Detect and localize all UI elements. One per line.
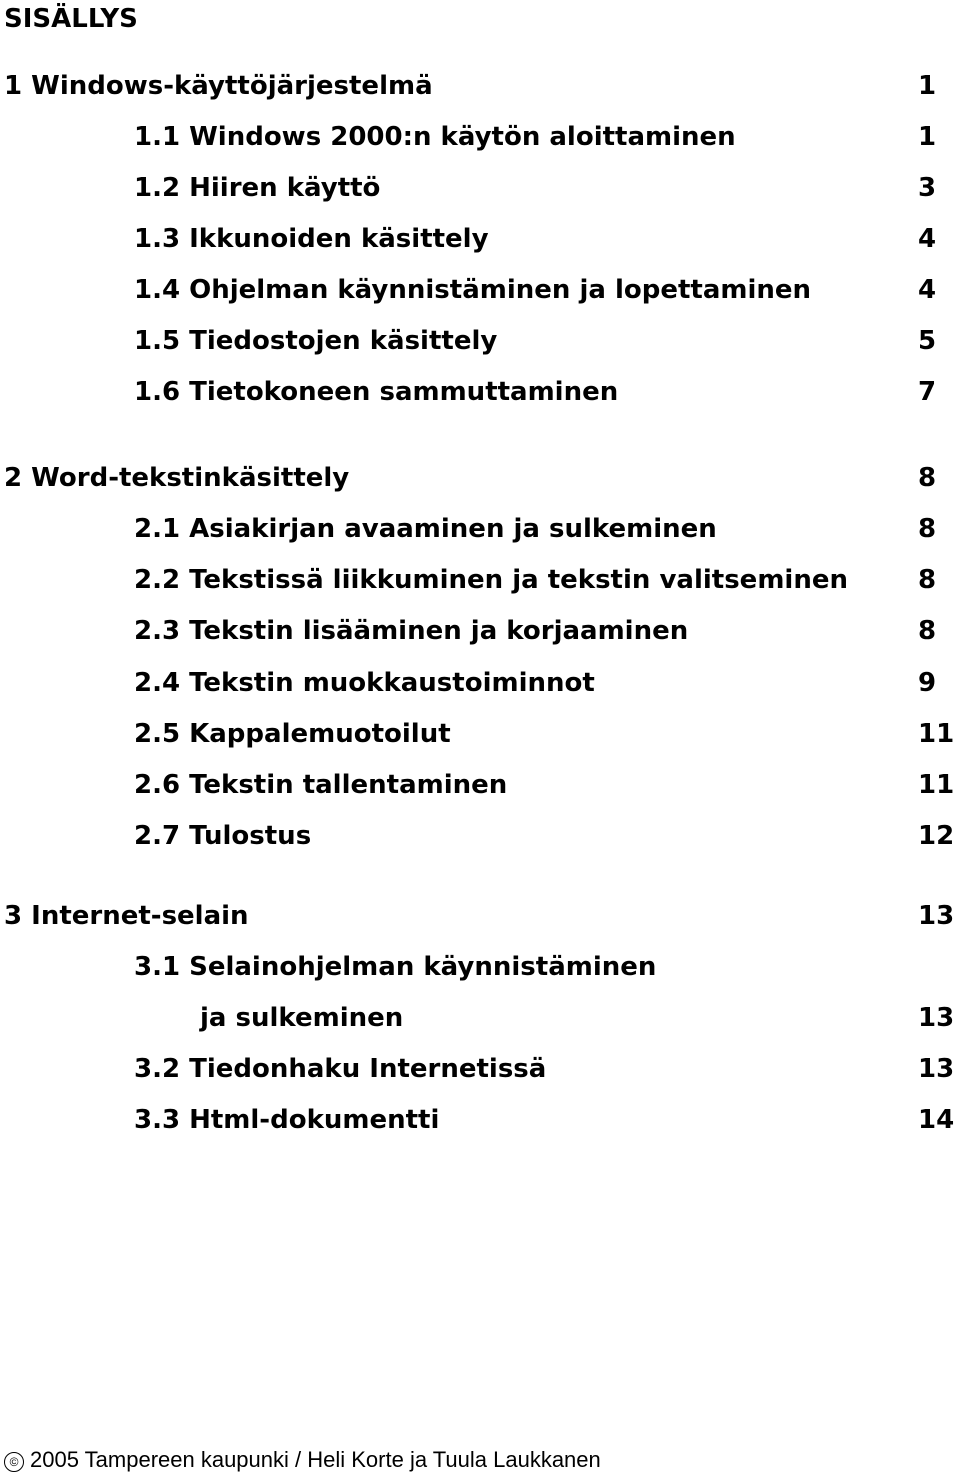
footer (4, 1446, 601, 1474)
toc-entry-text: 2.1 Asiakirjan avaaminen ja sulkeminen (134, 514, 717, 544)
toc-entry-text: ja sulkeminen (200, 1003, 404, 1033)
toc-entry-page: 13 (918, 901, 955, 931)
toc-entry-text: 3 Internet-selain (4, 901, 249, 931)
toc-entry-text: 2.3 Tekstin lisääminen ja korjaaminen (134, 616, 689, 646)
toc-entry-page: 1 (918, 71, 937, 101)
toc-entry-page: 5 (918, 326, 937, 356)
toc-entry-page: 9 (918, 668, 937, 698)
toc-entry-text: 1.3 Ikkunoiden käsittely (134, 224, 489, 254)
toc-entry-text: 2.2 Tekstissä liikkuminen ja tekstin valitseminen (134, 565, 848, 595)
toc-entry-page: 13 (918, 1054, 955, 1084)
toc-entry-text: 1.5 Tiedostojen käsittely (134, 326, 498, 356)
toc-entry-text: 1 Windows-käyttöjärjestelmä (4, 71, 433, 101)
toc-entry-text: 3.3 Html-dokumentti (134, 1105, 440, 1135)
toc-entry-page: 8 (918, 565, 937, 595)
toc-entry-page: 4 (918, 224, 937, 254)
toc-entry-text: 1.6 Tietokoneen sammuttaminen (134, 377, 619, 407)
toc-entry-text: 3.2 Tiedonhaku Internetissä (134, 1054, 547, 1084)
toc-entry-page: 1 (918, 122, 937, 152)
toc-entry-page: 11 (918, 770, 955, 800)
toc-entry-text: 1.1 Windows 2000:n käytön aloittaminen (134, 122, 736, 152)
toc-entry-text: 2.4 Tekstin muokkaustoiminnot (134, 668, 595, 698)
toc-entry-page: 11 (918, 719, 955, 749)
footer-text: 2005 Tampereen kaupunki / Heli Korte ja Tuula Laukkanen (30, 1447, 601, 1472)
toc-entry-text: 1.4 Ohjelman käynnistäminen ja lopettaminen (134, 275, 812, 305)
toc-entry-page: 7 (918, 377, 937, 407)
toc-entry-page: 3 (918, 173, 937, 203)
toc-entry-page: 8 (918, 514, 937, 544)
toc-entry-page: 14 (918, 1105, 955, 1135)
toc-entry-page: 4 (918, 275, 937, 305)
copyright-icon: © (4, 1452, 24, 1472)
toc-entry-text: 2.7 Tulostus (134, 821, 312, 851)
toc-entry-page: 13 (918, 1003, 955, 1033)
toc-entry-page: 8 (918, 463, 937, 493)
toc-entry-text: 2.6 Tekstin tallentaminen (134, 770, 508, 800)
toc-entry-text: 3.1 Selainohjelman käynnistäminen (134, 952, 657, 982)
toc-entry-text: 2 Word-tekstinkäsittely (4, 463, 350, 493)
toc-entry-page: 8 (918, 616, 937, 646)
toc-entry-page: 12 (918, 821, 955, 851)
toc-entry-text: 1.2 Hiiren käyttö (134, 173, 381, 203)
toc-entry-text: 2.5 Kappalemuotoilut (134, 719, 451, 749)
toc-heading: SISÄLLYS (4, 4, 138, 34)
